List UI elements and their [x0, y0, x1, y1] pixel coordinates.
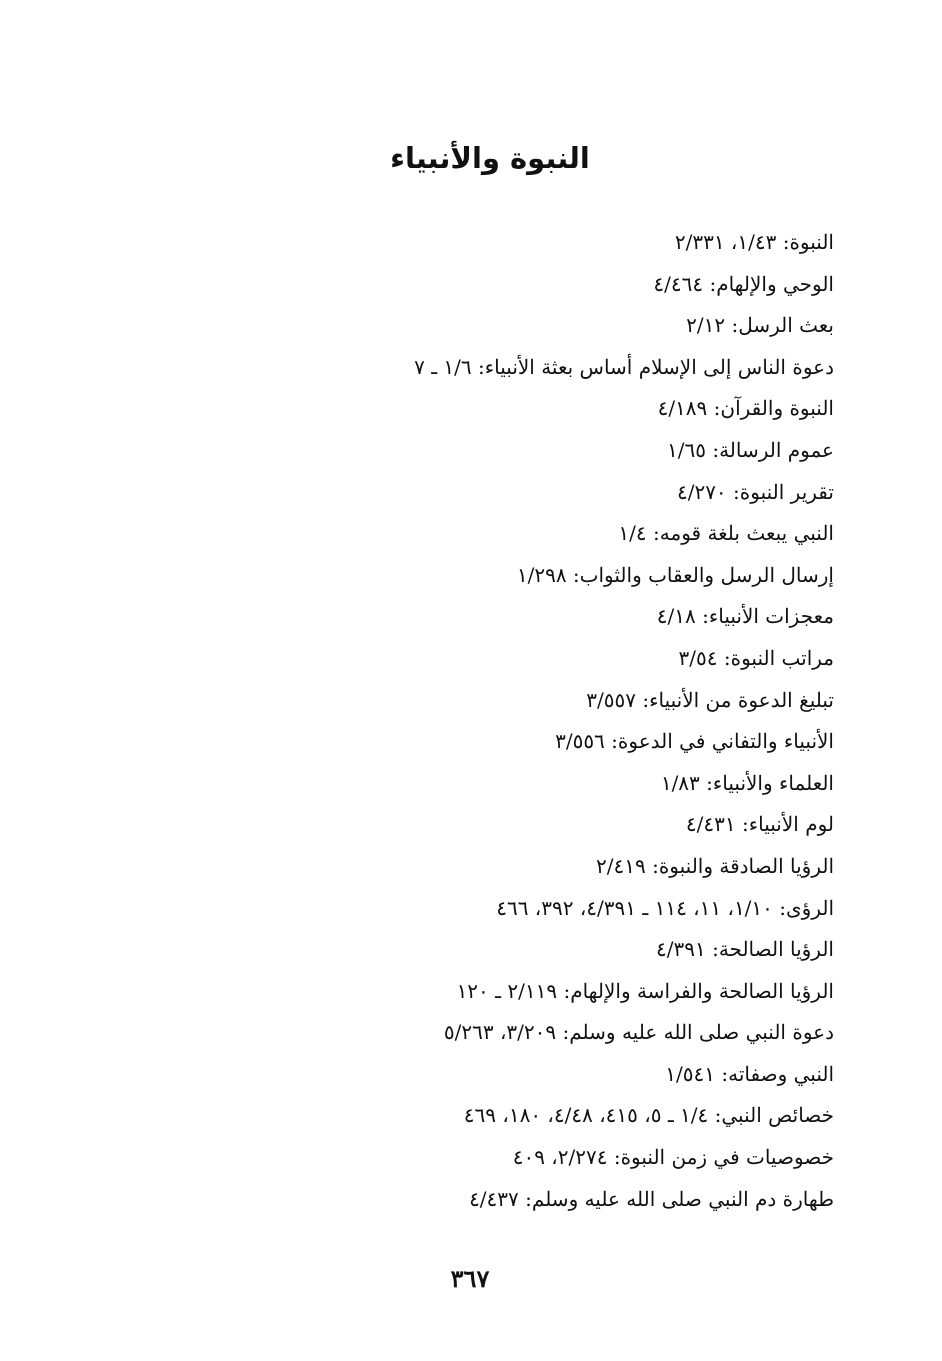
index-entries-list — [394, 222, 834, 1220]
index-entry: تبليغ الدعوة من الأنبياء: ٣/٥٥٧ — [586, 687, 834, 712]
index-entry: النبي وصفاته: ١/٥٤١ — [665, 1061, 834, 1086]
index-entry: خصوصيات في زمن النبوة: ٢/٢٧٤، ٤٠٩ — [512, 1145, 834, 1170]
page-number: ٣٦٧ — [450, 1264, 490, 1293]
index-entry: دعوة الناس إلى الإسلام أساس بعثة الأنبياء: ١/٦ ـ ٧ — [414, 354, 834, 379]
index-entry: الرؤيا الصادقة والنبوة: ٢/٤١٩ — [596, 853, 834, 878]
index-entry: الأنبياء والتفاني في الدعوة: ٣/٥٥٦ — [555, 729, 834, 754]
index-entry: لوم الأنبياء: ٤/٤٣١ — [685, 812, 834, 837]
index-entry: النبوة والقرآن: ٤/١٨٩ — [657, 396, 834, 421]
index-entry: معجزات الأنبياء: ٤/١٨ — [656, 604, 834, 629]
index-entry: خصائص النبي: ١/٤ ـ ٥، ٤١٥، ٤/٤٨، ١٨٠، ٤٦٩ — [463, 1103, 834, 1128]
index-entry: النبوة: ١/٤٣، ٢/٣٣١ — [674, 230, 834, 254]
index-entry: طهارة دم النبي صلى الله عليه وسلم: ٤/٤٣٧ — [469, 1186, 834, 1211]
index-entry: الرؤيا الصالحة: ٤/٣٩١ — [656, 937, 834, 962]
index-entry: بعث الرسل: ٢/١٢ — [686, 313, 834, 338]
index-entry: الرؤيا الصالحة والفراسة والإلهام: ٢/١١٩ ـ ١٢٠ — [456, 978, 834, 1003]
index-entry: مراتب النبوة: ٣/٥٤ — [678, 645, 834, 670]
index-entry: العلماء والأنبياء: ١/٨٣ — [660, 770, 834, 795]
index-entry: تقرير النبوة: ٤/٢٧٠ — [676, 479, 834, 504]
index-entry: دعوة النبي صلى الله عليه وسلم: ٣/٢٠٩، ٥/٢٦٣ — [443, 1020, 834, 1045]
index-entry: الوحي والإلهام: ٤/٤٦٤ — [653, 271, 834, 296]
index-entry: عموم الرسالة: ١/٦٥ — [667, 437, 834, 462]
page-title: النبوة والأنبياء — [390, 141, 590, 175]
index-entry: إرسال الرسل والعقاب والثواب: ١/٢٩٨ — [516, 562, 834, 587]
index-entry: الرؤى: ١/١٠، ١١، ١١٤ ـ ٤/٣٩١، ٣٩٢، ٤٦٦ — [496, 895, 834, 920]
index-entry: النبي يبعث بلغة قومه: ١/٤ — [618, 521, 834, 546]
